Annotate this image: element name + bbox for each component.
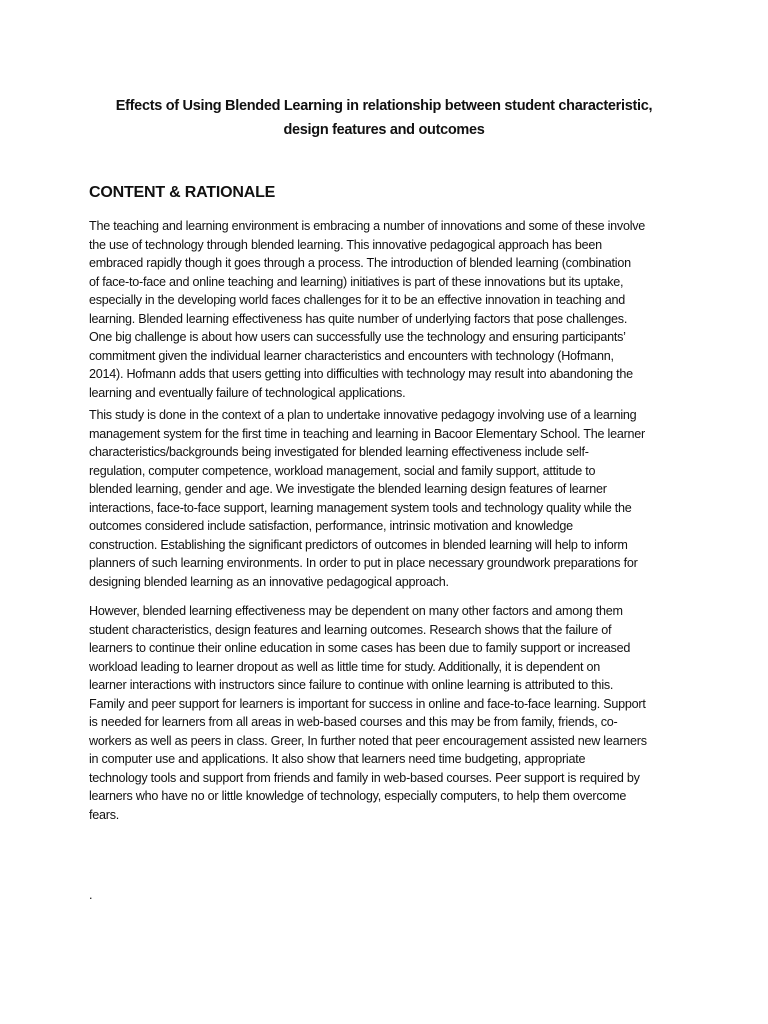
title-line-2: design features and outcomes bbox=[283, 122, 485, 138]
title-line-1: Effects of Using Blended Learning in relationship between student characteristic, bbox=[115, 98, 653, 114]
document-title bbox=[70, 94, 698, 142]
paragraph-2: This study is done in the context of a plan to undertake innovative pedagogy involving use of a learning management system for the first time in teaching and learning in Bacoor Elementary School. The learner characteristics/backgrounds being investigated for blended learning effectiveness include self- regulation, computer competence, workload management, social and family support, attitude to blended learning, gender and age. We investigate the blended learning design features of learner interactions, face-to-face support, learning management system tools and technology quality while the outcomes considered include satisfaction, performance, intrinsic motivation and knowledge construction. Establishing the significant predictors of outcomes in blended learning will help to inform planners of such learning environments. In order to put in place necessary groundwork preparations for designing blended learning as an innovative pedagogical approach. bbox=[89, 408, 645, 589]
section-heading: CONTENT & RATIONALE bbox=[89, 184, 276, 201]
trailing-mark: . bbox=[89, 888, 93, 902]
paragraph-1: The teaching and learning environment is embracing a number of innovations and some of these involve the use of technology through blended learning. This innovative pedagogical approach has been embraced rapidly though it goes through a process. The introduction of blended learning (combination of face-to-face and online teaching and learning) initiatives is part of these innovations but its uptake, especially in the developing world faces challenges for it to be an effective innovation in teaching and learning. Blended learning effectiveness has quite number of underlying factors that pose challenges. One big challenge is about how users can successfully use the technology and ensuring participants’ commitment given the individual learner characteristics and encounters with technology (Hofmann, 2014). Hofmann adds that users getting into difficulties with technology may result into abandoning the learning and eventually failure of technological applications. bbox=[89, 219, 646, 400]
paragraph-3: However, blended learning effectiveness may be dependent on many other factors and among them student characteristics, design features and learning outcomes. Research shows that the failure of learners to continue their online education in some cases has been due to family support or increased workload leading to learner dropout as well as little time for study. Additionally, it is dependent on learner interactions with instructors since failure to continue with online learning is attributed to this. Family and peer support for learners is important for success in online and face-to-face learning. Support is needed for learners from all areas in web-based courses and this may be from family, friends, co- workers as well as peers in class. Greer, In further noted that peer encouragement assisted new learners in computer use and applications. It also show that learners need time budgeting, appropriate technology tools and support from friends and family in web-based courses. Peer support is required by learners who have no or little knowledge of technology, especially computers, to help them overcome fears. bbox=[89, 604, 647, 823]
